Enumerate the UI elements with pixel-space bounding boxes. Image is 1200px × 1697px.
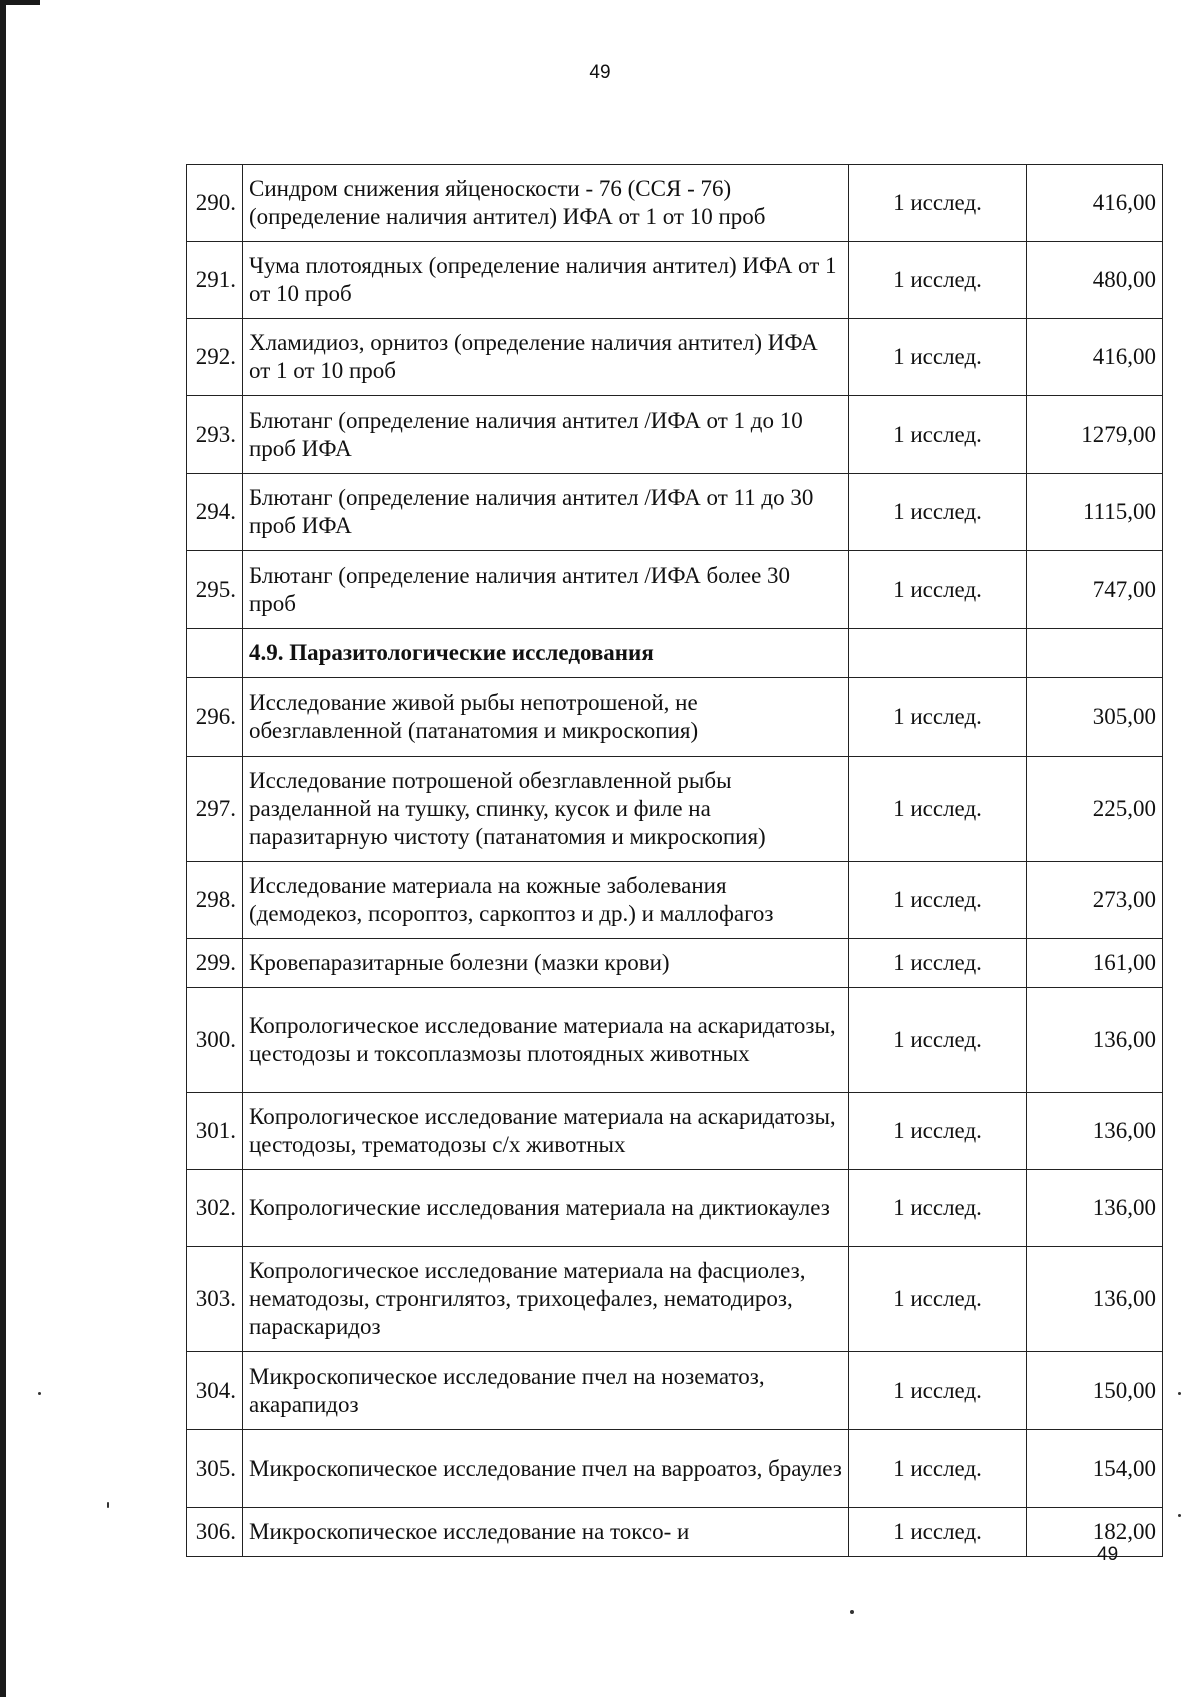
row-number: 296. <box>187 678 243 757</box>
price: 305,00 <box>1027 678 1163 757</box>
row-number: 299. <box>187 939 243 988</box>
scan-speck <box>38 1392 41 1395</box>
row-number: 295. <box>187 551 243 629</box>
section-heading-row <box>187 629 1163 678</box>
service-name: Блютанг (определение наличия антител /ИФА более 30 проб <box>243 551 849 629</box>
price: 150,00 <box>1027 1352 1163 1430</box>
table-row <box>187 165 1163 242</box>
price: 747,00 <box>1027 551 1163 629</box>
price: 1115,00 <box>1027 474 1163 551</box>
unit: 1 исслед. <box>849 474 1027 551</box>
table-row <box>187 242 1163 319</box>
unit: 1 исслед. <box>849 165 1027 242</box>
service-name: Микроскопическое исследование пчел на варроатоз, браулез <box>243 1430 849 1508</box>
service-name: Кровепаразитарные болезни (мазки крови) <box>243 939 849 988</box>
scan-edge <box>0 0 6 1697</box>
service-name: Исследование живой рыбы непотрошеной, не обезглавленной (патанатомия и микроскопия) <box>243 678 849 757</box>
unit: 1 исслед. <box>849 1508 1027 1557</box>
row-number: 303. <box>187 1247 243 1352</box>
table-row <box>187 1352 1163 1430</box>
price: 136,00 <box>1027 1170 1163 1247</box>
unit: 1 исслед. <box>849 319 1027 396</box>
scan-speck <box>1178 1392 1181 1395</box>
row-number: 291. <box>187 242 243 319</box>
price: 136,00 <box>1027 988 1163 1093</box>
page-number-bottom: 49 <box>1097 1544 1119 1565</box>
table-row <box>187 1508 1163 1557</box>
scan-speck <box>850 1610 854 1614</box>
table-row <box>187 1430 1163 1508</box>
table-row <box>187 988 1163 1093</box>
section-heading: 4.9. Паразитологические исследования <box>243 629 849 678</box>
service-name: Копрологическое исследование материала на аскаридатозы, цестодозы, трематодозы с/х животных <box>243 1093 849 1170</box>
service-name: Копрологические исследования материала на диктиокаулез <box>243 1170 849 1247</box>
price: 225,00 <box>1027 757 1163 862</box>
table-row <box>187 757 1163 862</box>
row-number: 300. <box>187 988 243 1093</box>
price: 154,00 <box>1027 1430 1163 1508</box>
row-number: 298. <box>187 862 243 939</box>
unit: 1 исслед. <box>849 396 1027 474</box>
unit: 1 исслед. <box>849 988 1027 1093</box>
table-row <box>187 396 1163 474</box>
row-number <box>187 629 243 678</box>
page-number-top: 49 <box>589 62 611 83</box>
unit: 1 исслед. <box>849 678 1027 757</box>
row-number: 292. <box>187 319 243 396</box>
unit: 1 исслед. <box>849 1352 1027 1430</box>
table-row <box>187 1247 1163 1352</box>
price: 136,00 <box>1027 1093 1163 1170</box>
service-name: Микроскопическое исследование пчел на нозематоз, акарапидоз <box>243 1352 849 1430</box>
row-number: 297. <box>187 757 243 862</box>
table-row <box>187 1093 1163 1170</box>
unit: 1 исслед. <box>849 939 1027 988</box>
unit: 1 исслед. <box>849 551 1027 629</box>
price: 480,00 <box>1027 242 1163 319</box>
table-row <box>187 551 1163 629</box>
price: 416,00 <box>1027 165 1163 242</box>
unit: 1 исслед. <box>849 242 1027 319</box>
service-name: Исследование потрошеной обезглавленной рыбы разделанной на тушку, спинку, кусок и филе на паразитарную чистоту (патанатомия и микроскопия) <box>243 757 849 862</box>
row-number: 306. <box>187 1508 243 1557</box>
price: 182,00 <box>1027 1508 1163 1557</box>
price: 1279,00 <box>1027 396 1163 474</box>
row-number: 304. <box>187 1352 243 1430</box>
unit: 1 исслед. <box>849 1170 1027 1247</box>
scan-speck <box>1178 1514 1181 1517</box>
service-name: Микроскопическое исследование на токсо- и <box>243 1508 849 1557</box>
unit: 1 исслед. <box>849 757 1027 862</box>
service-name: Хламидиоз, орнитоз (определение наличия антител) ИФА от 1 от 10 проб <box>243 319 849 396</box>
service-name: Чума плотоядных (определение наличия антител) ИФА от 1 от 10 проб <box>243 242 849 319</box>
price: 136,00 <box>1027 1247 1163 1352</box>
price: 161,00 <box>1027 939 1163 988</box>
table-row <box>187 678 1163 757</box>
service-name: Блютанг (определение наличия антител /ИФА от 1 до 10 проб ИФА <box>243 396 849 474</box>
row-number: 305. <box>187 1430 243 1508</box>
unit: 1 исслед. <box>849 1247 1027 1352</box>
service-name: Синдром снижения яйценоскости - 76 (ССЯ - 76) (определение наличия антител) ИФА от 1 от 10 проб <box>243 165 849 242</box>
unit <box>849 629 1027 678</box>
table-row <box>187 474 1163 551</box>
unit: 1 исслед. <box>849 1430 1027 1508</box>
scan-speck <box>107 1502 109 1508</box>
table-row <box>187 939 1163 988</box>
service-name: Исследование материала на кожные заболевания (демодекоз, псороптоз, саркоптоз и др.) и маллофагоз <box>243 862 849 939</box>
scan-edge-top <box>0 0 40 5</box>
table-row <box>187 319 1163 396</box>
price: 273,00 <box>1027 862 1163 939</box>
unit: 1 исслед. <box>849 862 1027 939</box>
table-row <box>187 862 1163 939</box>
row-number: 294. <box>187 474 243 551</box>
service-name: Копрологическое исследование материала на фасциолез, нематодозы, стронгилятоз, трихоцефалез, нематодироз, параскаридоз <box>243 1247 849 1352</box>
price: 416,00 <box>1027 319 1163 396</box>
row-number: 290. <box>187 165 243 242</box>
table-row <box>187 1170 1163 1247</box>
service-name: Копрологическое исследование материала на аскаридатозы, цестодозы и токсоплазмозы плотоядных животных <box>243 988 849 1093</box>
price-table <box>186 164 1163 1557</box>
row-number: 302. <box>187 1170 243 1247</box>
price <box>1027 629 1163 678</box>
row-number: 301. <box>187 1093 243 1170</box>
row-number: 293. <box>187 396 243 474</box>
service-name: Блютанг (определение наличия антител /ИФА от 11 до 30 проб ИФА <box>243 474 849 551</box>
unit: 1 исслед. <box>849 1093 1027 1170</box>
